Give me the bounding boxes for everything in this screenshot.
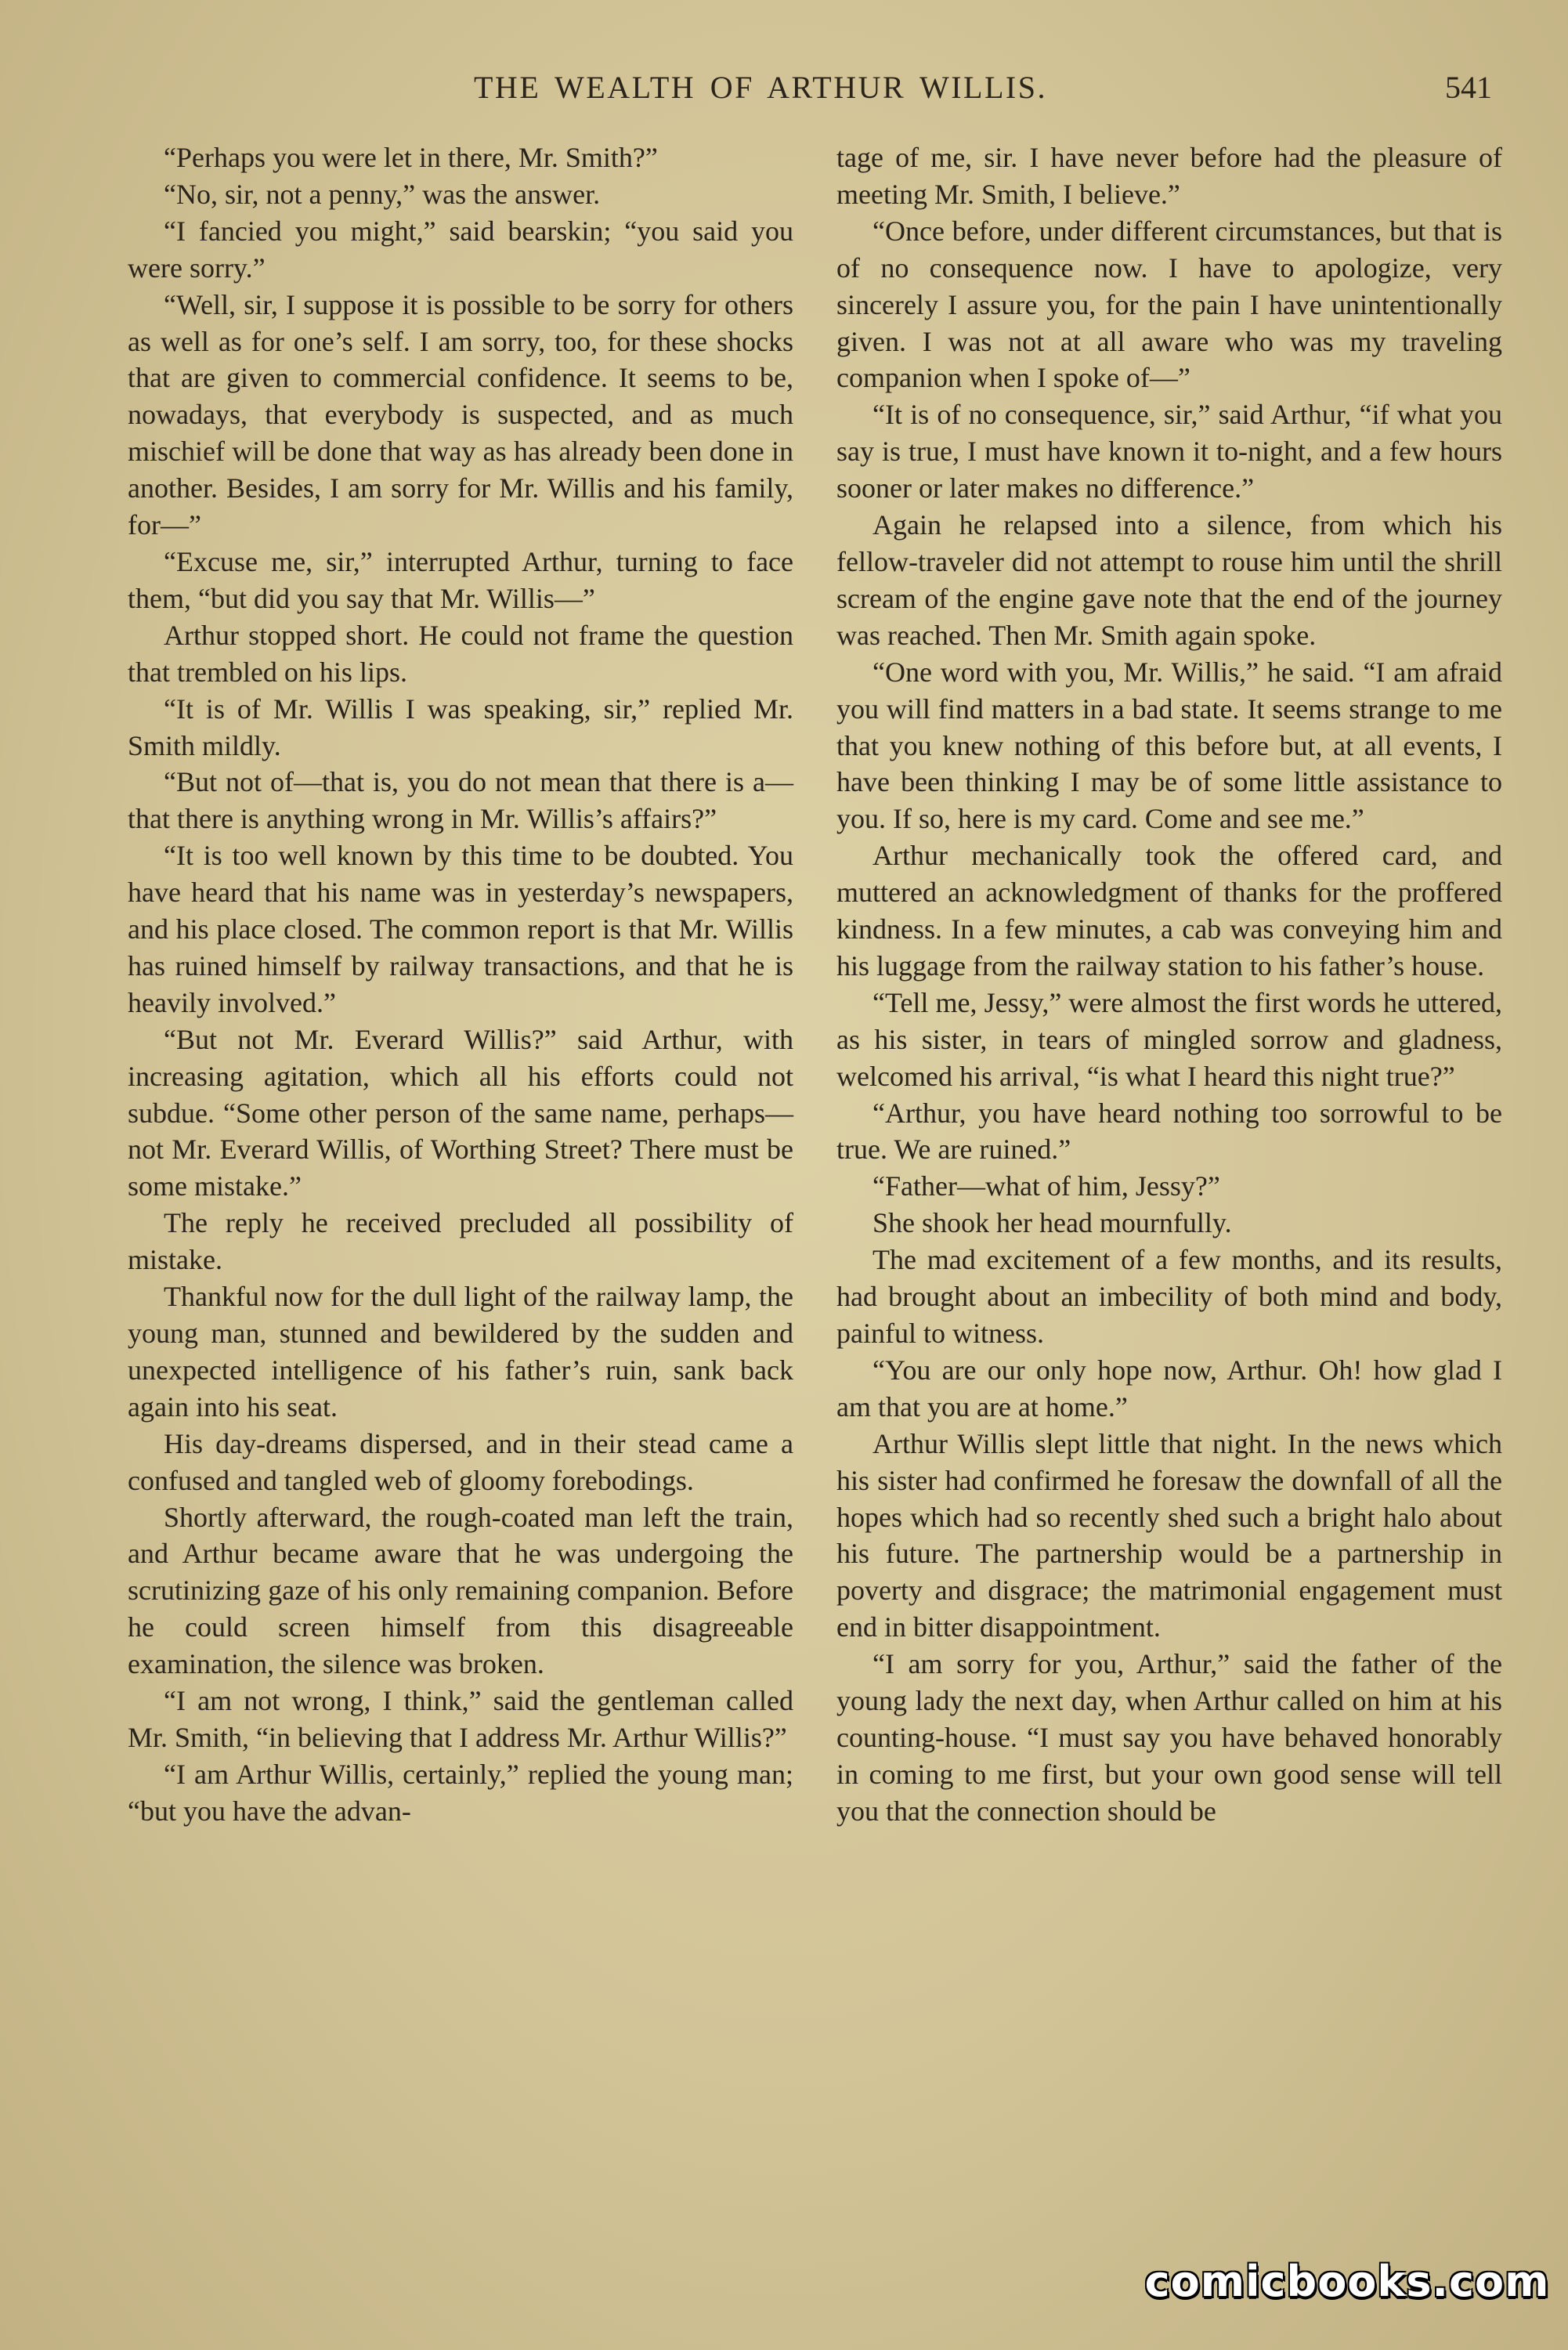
watermark-text: comicbooks.com [1144, 2256, 1550, 2306]
running-header [0, 69, 1568, 116]
paragraph: Thankful now for the dull light of the railway lamp, the young man, stunned and bewildered by the sudden and unexpected intelligence of his father’s ruin, sank back again into his seat. [128, 1281, 793, 1423]
paragraph: Arthur Willis slept little that night. In the news which his sister had confirmed he foresaw the downfall of all the hopes which had so recently shed such a bright halo about his future. The partnership would be a partnership in poverty and disgrace; the matrimonial engagement must end in bitter disappointment. [836, 1427, 1502, 1643]
paragraph: “I am Arthur Willis, certainly,” replied the young man; “but you have the advan- [128, 1758, 793, 1827]
watermark-logo [1144, 2250, 1550, 2312]
page-number: 541 [1445, 70, 1492, 105]
paragraph: Arthur mechanically took the offered card, and muttered an acknowledgment of thanks for the proffered kindness. In a few minutes, a cab was conveying him and his luggage from the railway station to his father’s house. [836, 840, 1502, 982]
paragraph: Shortly afterward, the rough-coated man left the train, and Arthur became aware that he was undergoing the scrutinizing gaze of his only remaining companion. Before he could screen himself from this disagreeable examination, the silence was broken. [128, 1501, 793, 1680]
paragraph: “It is too well known by this time to be doubted. You have heard that his name was in yesterday’s newspapers, and his place closed. The common report is that Mr. Willis has ruined himself by railway transactions, and that he is heavily involved.” [128, 840, 793, 1018]
paragraph: “No, sir, not a penny,” was the answer. [164, 178, 601, 210]
paragraph: “Once before, under different circumstances, but that is of no consequence now. I have to apologize, very sincerely I assure you, for the pain I have unintentionally given. I was not at all aware who was my traveling companion when I spoke of—” [836, 215, 1502, 394]
paragraph: “It is of no consequence, sir,” said Arthur, “if what you say is true, I must have known it to-night, and a few hours sooner or later makes no difference.” [836, 399, 1502, 504]
left-column [128, 139, 793, 1830]
paragraph: “One word with you, Mr. Willis,” he said. “I am afraid you will find matters in a bad state. It seems strange to me that you knew nothing of this before but, at all events, I have been thinking I may be of some little assistance to you. If so, here is my card. Come and see me.” [836, 656, 1502, 835]
paragraph: His day-dreams dispersed, and in their stead came a confused and tangled web of gloomy forebodings. [128, 1427, 793, 1496]
paragraph: “Excuse me, sir,” interrupted Arthur, turning to face them, “but did you say that Mr. Willis—” [128, 545, 793, 614]
paragraph: Arthur stopped short. He could not frame the question that trembled on his lips. [128, 619, 793, 688]
paragraph: “It is of Mr. Willis I was speaking, sir,” replied Mr. Smith mildly. [128, 692, 793, 761]
running-title: THE WEALTH OF ARTHUR WILLIS. [474, 70, 1047, 105]
paragraph: “But not of—that is, you do not mean that there is a—that there is anything wrong in Mr. Willis’s affairs?” [128, 766, 793, 835]
paragraph: “I fancied you might,” said bearskin; “you said you were sorry.” [128, 215, 793, 284]
paragraph: “You are our only hope now, Arthur. Oh! how glad I am that you are at home.” [836, 1354, 1502, 1423]
paragraph: “Well, sir, I suppose it is possible to be sorry for others as well as for one’s self. I am sorry, too, for these shocks that are given to commercial confidence. It seems to be, nowadays, that everybody is suspected, and as much mischief will be done that way as has already been done in another. Besides, I am sorry for Mr. Willis and his family, for—” [128, 288, 793, 541]
paragraph: “I am sorry for you, Arthur,” said the father of the young lady the next day, when Arthur called on him at his counting-house. “I must say you have behaved honorably in coming to me first, but your own good sense will tell you that the connection should be [836, 1648, 1502, 1827]
paragraph: “Perhaps you were let in there, Mr. Smith?” [164, 142, 658, 173]
paragraph: The reply he received precluded all possibility of mistake. [128, 1207, 793, 1276]
paragraph: tage of me, sir. I have never before had the pleasure of meeting Mr. Smith, I believe.” [836, 142, 1502, 210]
paragraph: “Arthur, you have heard nothing too sorrowful to be true. We are ruined.” [836, 1097, 1502, 1166]
paragraph: “But not Mr. Everard Willis?” said Arthur, with increasing agitation, which all his efforts could not subdue. “Some other person of the same name, perhaps—not Mr. Everard Willis, of Worthing Street? There must be some mistake.” [128, 1023, 793, 1202]
paragraph: The mad excitement of a few months, and its results, had brought about an imbecility of both mind and body, painful to witness. [836, 1244, 1502, 1349]
paragraph: “Father—what of him, Jessy?” [873, 1170, 1220, 1202]
paragraph: “I am not wrong, I think,” said the gentleman called Mr. Smith, “in believing that I address Mr. Arthur Willis?” [128, 1685, 793, 1753]
paragraph: She shook her head mournfully. [873, 1207, 1232, 1239]
paragraph: “Tell me, Jessy,” were almost the first words he uttered, as his sister, in tears of mingled sorrow and gladness, welcomed his arrival, “is what I heard this night true?” [836, 986, 1502, 1092]
paragraph: Again he relapsed into a silence, from which his fellow-traveler did not attempt to rouse him until the shrill scream of the engine gave note that the end of the journey was reached. Then Mr. Smith again spoke. [836, 509, 1502, 651]
right-column [836, 139, 1502, 1830]
